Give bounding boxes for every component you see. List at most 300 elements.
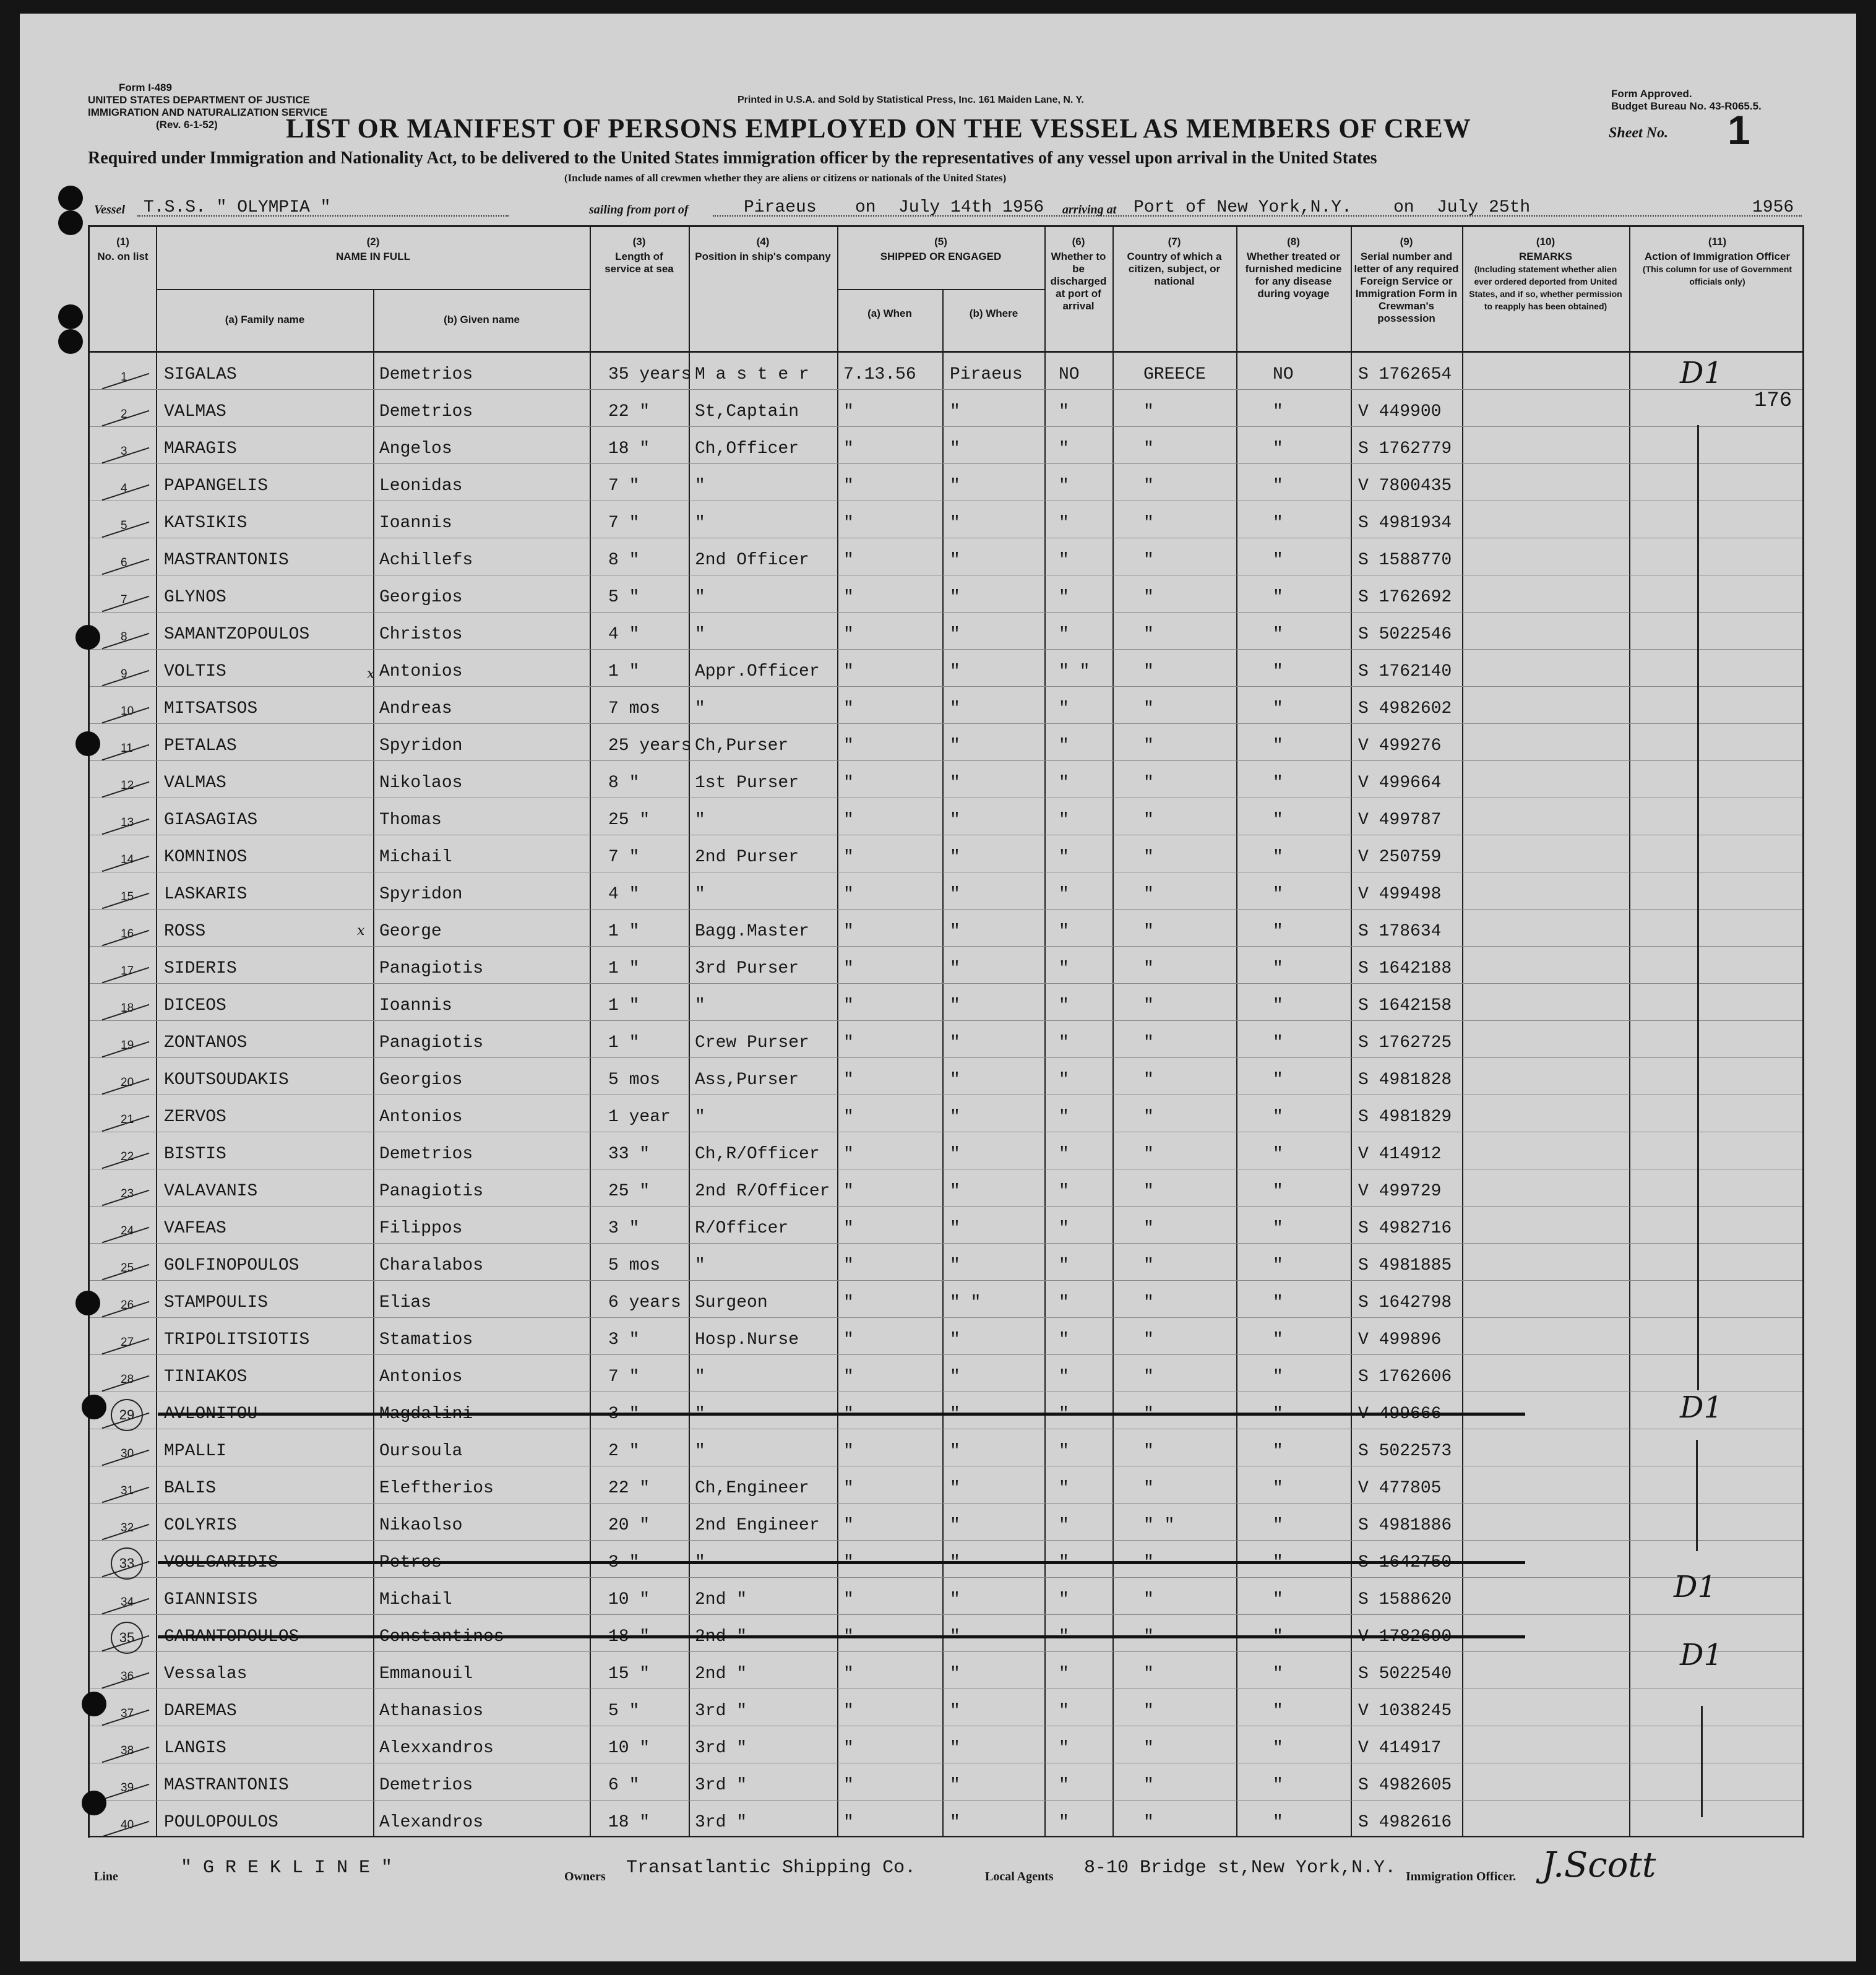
ship-position: 2nd ": [695, 1664, 747, 1684]
given-name: Spyridon: [379, 885, 463, 904]
row-rule: [90, 1577, 1802, 1578]
row-number: 12: [121, 779, 134, 792]
service-length: 7 ": [608, 476, 640, 496]
row-rule: [90, 649, 1802, 650]
row-rule: [90, 1317, 1802, 1318]
given-name: Antonios: [379, 1108, 463, 1127]
country: ": [1143, 1776, 1154, 1795]
ship-position: ": [695, 476, 705, 496]
row-rule: [90, 612, 1802, 613]
punch-hole: [82, 1395, 106, 1419]
shipped-when: ": [843, 1664, 854, 1684]
given-name: Eleftherios: [379, 1479, 494, 1498]
family-name: BISTIS: [164, 1145, 226, 1164]
given-name: Emmanouil: [379, 1664, 473, 1684]
col-divider-10: [1629, 227, 1630, 1836]
family-name: POULOPOULOS: [164, 1813, 278, 1832]
shipped-where: ": [950, 1590, 960, 1609]
row-rule: [90, 1651, 1802, 1652]
treated: ": [1273, 1479, 1283, 1498]
treated: ": [1273, 476, 1283, 496]
sailing-label: sailing from port of: [589, 203, 689, 217]
service-length: 10 ": [608, 1739, 650, 1758]
row-rule: [90, 1354, 1802, 1355]
row-rule: [90, 1243, 1802, 1244]
treated: ": [1273, 811, 1283, 830]
row-rule: [90, 389, 1802, 390]
treated: ": [1273, 1070, 1283, 1090]
serial-number: S 1762725: [1358, 1033, 1452, 1052]
serial-number: S 5022546: [1358, 625, 1452, 644]
serial-number: S 1588620: [1358, 1590, 1452, 1609]
ship-position: 1st Purser: [695, 773, 799, 793]
treated: ": [1273, 1256, 1283, 1275]
ship-position: 3rd ": [695, 1813, 747, 1832]
family-name: LANGIS: [164, 1739, 226, 1758]
owners-name: Transatlantic Shipping Co.: [626, 1857, 916, 1878]
shipped-when: ": [843, 1776, 854, 1795]
discharged: NO: [1059, 365, 1080, 384]
ship-position: ": [695, 1442, 705, 1461]
col-divider-2: [590, 227, 591, 1836]
service-length: 7 ": [608, 1367, 640, 1387]
given-name: Nikolaos: [379, 773, 463, 793]
row-rule: [90, 723, 1802, 724]
treated: ": [1273, 1627, 1283, 1646]
country: ": [1143, 1553, 1154, 1572]
discharged: ": [1059, 1442, 1069, 1461]
annotation-176: 176: [1754, 389, 1792, 413]
discharged: ": [1059, 402, 1069, 421]
serial-number: S 5022540: [1358, 1664, 1452, 1684]
shipped-when: ": [843, 885, 854, 904]
strike-through-line: [158, 1561, 1525, 1564]
family-name: MITSATSOS: [164, 699, 258, 718]
shipped-where: ": [950, 1813, 960, 1832]
line-label: Line: [94, 1870, 118, 1883]
shipped-where: ": [950, 773, 960, 793]
row-number: 14: [121, 853, 134, 866]
given-name: Antonios: [379, 1367, 463, 1387]
agents-label: Local Agents: [985, 1870, 1054, 1883]
discharged: ": [1059, 1367, 1069, 1387]
country: ": [1143, 699, 1154, 718]
given-name: Alexxandros: [379, 1739, 494, 1758]
shipped-when: ": [843, 699, 854, 718]
treated: ": [1273, 922, 1283, 941]
treated: ": [1273, 699, 1283, 718]
shipped-when: ": [843, 1256, 854, 1275]
punch-hole: [58, 304, 83, 329]
shipped-where: ": [950, 1145, 960, 1164]
serial-number: S 4982716: [1358, 1219, 1452, 1238]
shipped-when: ": [843, 1145, 854, 1164]
discharged: ": [1059, 1813, 1069, 1832]
manifest-footer: [94, 1845, 1703, 1895]
shipped-where: ": [950, 1516, 960, 1535]
serial-number: V 499664: [1358, 773, 1442, 793]
row-number: 40: [121, 1818, 134, 1831]
row-number: 20: [121, 1076, 134, 1089]
service-length: 25 ": [608, 1182, 650, 1201]
treated: ": [1273, 773, 1283, 793]
treated: ": [1273, 1813, 1283, 1832]
shipped-where: ": [950, 996, 960, 1015]
crew-table: [88, 225, 1804, 1838]
serial-number: V 1038245: [1358, 1702, 1452, 1721]
given-name: Elias: [379, 1293, 432, 1312]
family-name: MPALLI: [164, 1442, 226, 1461]
treated: ": [1273, 1145, 1283, 1164]
punch-hole: [58, 186, 83, 210]
given-name: Oursoula: [379, 1442, 463, 1461]
family-name: VAFEAS: [164, 1219, 226, 1238]
country: ": [1143, 588, 1154, 607]
treated: ": [1273, 1182, 1283, 1201]
row-number: 23: [121, 1187, 134, 1200]
service-length: 5 ": [608, 588, 640, 607]
shipped-when: ": [843, 1293, 854, 1312]
sheet-label: Sheet No.: [1609, 125, 1668, 141]
discharged: ": [1059, 811, 1069, 830]
shipped-when: ": [843, 551, 854, 570]
serial-number: S 178634: [1358, 922, 1442, 941]
shipped-when: ": [843, 1033, 854, 1052]
row-number: 28: [121, 1373, 134, 1386]
given-name: Stamatios: [379, 1330, 473, 1349]
country: ": [1143, 514, 1154, 533]
col2a-header: (a) Family name: [225, 314, 305, 325]
country: ": [1143, 885, 1154, 904]
serial-number: V 499787: [1358, 811, 1442, 830]
treated: ": [1273, 588, 1283, 607]
ship-position: ": [695, 625, 705, 644]
treated: ": [1273, 1219, 1283, 1238]
ship-position: 2nd Engineer: [695, 1516, 820, 1535]
punch-hole: [75, 1291, 100, 1315]
service-length: 3 ": [608, 1405, 640, 1424]
shipped-when: ": [843, 1590, 854, 1609]
country: ": [1143, 439, 1154, 458]
given-name: Georgios: [379, 1070, 463, 1090]
row-rule: [90, 1540, 1802, 1541]
discharged: ": [1059, 1256, 1069, 1275]
vessel-name: T.S.S. " OLYMPIA ": [144, 198, 331, 217]
shipped-when: ": [843, 439, 854, 458]
ship-position: ": [695, 885, 705, 904]
serial-number: S 4981828: [1358, 1070, 1452, 1090]
given-name: Panagiotis: [379, 959, 484, 978]
ship-position: ": [695, 699, 705, 718]
col2b-header: (b) Given name: [444, 314, 520, 325]
treated: ": [1273, 402, 1283, 421]
shipped-header-rule: [837, 289, 1044, 290]
service-length: 1 ": [608, 996, 640, 1015]
treated: ": [1273, 1442, 1283, 1461]
country: ": [1143, 1367, 1154, 1387]
treated: ": [1273, 736, 1283, 755]
serial-number: S 1762654: [1358, 365, 1452, 384]
col5-header: (5) SHIPPED OR ENGAGED: [880, 236, 1002, 262]
service-length: 4 ": [608, 625, 640, 644]
family-name: ZERVOS: [164, 1108, 226, 1127]
serial-number: S 1642158: [1358, 996, 1452, 1015]
discharged: ": [1059, 1108, 1069, 1127]
shipped-where: ": [950, 1367, 960, 1387]
discharged: ": [1059, 1664, 1069, 1684]
given-name: Spyridon: [379, 736, 463, 755]
agency-line-1: UNITED STATES DEPARTMENT OF JUSTICE: [88, 94, 310, 106]
shipped-where: ": [950, 551, 960, 570]
row-number: 35: [111, 1622, 143, 1654]
arriving-label: arriving at: [1062, 203, 1117, 217]
shipped-when: ": [843, 1702, 854, 1721]
discharged: ": [1059, 699, 1069, 718]
annotation-di-2: D1: [1680, 1390, 1723, 1425]
treated: ": [1273, 848, 1283, 867]
discharged: ": [1059, 1293, 1069, 1312]
shipped-where: ": [950, 1070, 960, 1090]
shipped-where: ": [950, 662, 960, 681]
country: ": [1143, 736, 1154, 755]
country: ": [1143, 1813, 1154, 1832]
row-rule: [90, 1280, 1802, 1281]
treated: ": [1273, 1108, 1283, 1127]
serial-number: S 4982602: [1358, 699, 1452, 718]
row-number: 30: [121, 1447, 134, 1460]
given-name: Achillefs: [379, 551, 473, 570]
row-number: 3: [121, 445, 127, 458]
serial-number: S 5022573: [1358, 1442, 1452, 1461]
shipped-when: ": [843, 588, 854, 607]
shipped-where: ": [950, 1033, 960, 1052]
family-name: DAREMAS: [164, 1702, 237, 1721]
shipped-where: ": [950, 1627, 960, 1646]
ship-position: 3rd ": [695, 1702, 747, 1721]
col-divider-1: [156, 227, 157, 1836]
row-number: 36: [121, 1670, 134, 1683]
shipped-when: ": [843, 1367, 854, 1387]
col-divider-4: [837, 227, 838, 1836]
shipped-where: ": [950, 1739, 960, 1758]
shipped-subdivider: [942, 289, 944, 1836]
shipped-when: ": [843, 1330, 854, 1349]
shipped-where: ": [950, 811, 960, 830]
family-name: GARANTOPOULOS: [164, 1627, 299, 1646]
ship-position: ": [695, 514, 705, 533]
given-name: Charalabos: [379, 1256, 484, 1275]
shipped-when: ": [843, 736, 854, 755]
shipped-when: ": [843, 1739, 854, 1758]
row-number: 7: [121, 593, 127, 606]
row-number: 8: [121, 630, 127, 643]
family-name: MASTRANTONIS: [164, 551, 289, 570]
service-length: 18 ": [608, 1627, 650, 1646]
row-rule: [90, 1800, 1802, 1801]
ship-position: 2nd ": [695, 1627, 747, 1646]
treated: ": [1273, 959, 1283, 978]
discharged: ": [1059, 1776, 1069, 1795]
treated: ": [1273, 1516, 1283, 1535]
row-rule: [90, 1614, 1802, 1615]
discharged: " ": [1059, 662, 1090, 681]
shipped-when: ": [843, 959, 854, 978]
family-name: KOUTSOUDAKIS: [164, 1070, 289, 1090]
country: ": [1143, 1590, 1154, 1609]
col-divider-6: [1112, 227, 1114, 1836]
row-rule: [90, 760, 1802, 761]
punch-hole: [82, 1692, 106, 1716]
family-name: GOLFINOPOULOS: [164, 1256, 299, 1275]
ship-position: Ch,Officer: [695, 439, 799, 458]
shipped-when: 7.13.56: [843, 365, 916, 384]
sailing-port: Piraeus: [744, 198, 817, 217]
country: ": [1143, 1108, 1154, 1127]
family-name: AVLONITOU: [164, 1405, 258, 1424]
arrival-year: 1956: [1752, 198, 1794, 217]
given-name: George: [379, 922, 442, 941]
sailing-date: July 14th 1956: [898, 198, 1044, 217]
given-name: Leonidas: [379, 476, 463, 496]
row-rule: [90, 463, 1802, 464]
shipped-when: ": [843, 1813, 854, 1832]
row-number: 4: [121, 482, 127, 495]
service-length: 7 ": [608, 848, 640, 867]
row-number: 32: [121, 1521, 134, 1534]
given-name: Petros: [379, 1553, 442, 1572]
punch-hole: [75, 625, 100, 650]
service-length: 6 years: [608, 1293, 681, 1312]
discharged: ": [1059, 1182, 1069, 1201]
row-number: 1: [121, 371, 127, 384]
col5a-header: (a) When: [867, 308, 912, 319]
service-length: 5 mos: [608, 1070, 661, 1090]
discharged: ": [1059, 476, 1069, 496]
given-name: Nikaolso: [379, 1516, 463, 1535]
family-name: VOULGARIDIS: [164, 1553, 278, 1572]
given-name: Andreas: [379, 699, 452, 718]
x-mark-11: x: [357, 923, 365, 939]
col4-header: (4) Position in ship's company: [695, 236, 831, 262]
ship-position: Ch,Purser: [695, 736, 789, 755]
punch-hole: [82, 1791, 106, 1815]
country: ": [1143, 996, 1154, 1015]
discharged: ": [1059, 588, 1069, 607]
strike-through-line: [158, 1635, 1525, 1638]
row-number: 33: [111, 1547, 143, 1580]
family-name: VALMAS: [164, 402, 226, 421]
country: ": [1143, 1145, 1154, 1164]
row-rule: [90, 909, 1802, 910]
row-number: 38: [121, 1744, 134, 1757]
service-length: 1 year: [608, 1108, 671, 1127]
shipped-where: ": [950, 1256, 960, 1275]
approval-line-2: Budget Bureau No. 43-R065.5.: [1611, 100, 1762, 112]
serial-number: S 1762779: [1358, 439, 1452, 458]
discharged: ": [1059, 1219, 1069, 1238]
given-name: Panagiotis: [379, 1182, 484, 1201]
family-name: MARAGIS: [164, 439, 237, 458]
serial-number: V 7800435: [1358, 476, 1452, 496]
discharged: ": [1059, 959, 1069, 978]
shipped-when: ": [843, 1479, 854, 1498]
given-name: Demetrios: [379, 365, 473, 384]
ship-position: ": [695, 1367, 705, 1387]
serial-number: V 499666: [1358, 1405, 1442, 1424]
ship-position: ": [695, 1108, 705, 1127]
discharged: ": [1059, 1033, 1069, 1052]
service-length: 5 mos: [608, 1256, 661, 1275]
shipped-where: ": [950, 699, 960, 718]
given-name: Constantinos: [379, 1627, 504, 1646]
col8-header: (8) Whether treated or furnished medicine for any disease during voyage: [1245, 236, 1342, 299]
ship-position: 3rd Purser: [695, 959, 799, 978]
shipped-when: ": [843, 1516, 854, 1535]
serial-number: V 449900: [1358, 402, 1442, 421]
family-name: TINIAKOS: [164, 1367, 247, 1387]
service-length: 15 ": [608, 1664, 650, 1684]
family-name: DICEOS: [164, 996, 226, 1015]
country: ": [1143, 1627, 1154, 1646]
row-number: 27: [121, 1336, 134, 1349]
agents-address: 8-10 Bridge st,New York,N.Y.: [1084, 1857, 1396, 1878]
row-number: 18: [121, 1002, 134, 1015]
service-length: 6 ": [608, 1776, 640, 1795]
treated: ": [1273, 1367, 1283, 1387]
discharged: ": [1059, 1405, 1069, 1424]
annotation-di-4: D1: [1680, 1638, 1723, 1672]
treated: ": [1273, 551, 1283, 570]
service-length: 4 ": [608, 885, 640, 904]
punch-hole: [58, 329, 83, 354]
discharged: ": [1059, 1590, 1069, 1609]
row-rule: [90, 426, 1802, 427]
serial-number: V 477805: [1358, 1479, 1442, 1498]
ship-position: 2nd R/Officer: [695, 1182, 830, 1201]
col-divider-7: [1236, 227, 1237, 1836]
family-name: KOMNINOS: [164, 848, 247, 867]
name-header-rule: [156, 289, 590, 290]
service-length: 5 ": [608, 1702, 640, 1721]
annotation-bracket-3: [1701, 1706, 1703, 1817]
ship-position: St,Captain: [695, 402, 799, 421]
discharged: ": [1059, 1145, 1069, 1164]
serial-number: S 1762692: [1358, 588, 1452, 607]
family-name: GLYNOS: [164, 588, 226, 607]
discharged: ": [1059, 1702, 1069, 1721]
serial-number: S 4981934: [1358, 514, 1452, 533]
officer-signature: J.Scott: [1542, 1845, 1656, 1885]
given-name: Michail: [379, 848, 452, 867]
row-number: 9: [121, 668, 127, 681]
family-name: KATSIKIS: [164, 514, 247, 533]
row-number: 29: [111, 1399, 143, 1431]
treated: ": [1273, 1664, 1283, 1684]
country: ": [1143, 625, 1154, 644]
family-name: LASKARIS: [164, 885, 247, 904]
treated: ": [1273, 885, 1283, 904]
row-rule: [90, 946, 1802, 947]
ship-position: ": [695, 996, 705, 1015]
annotation-bracket-2: [1696, 1440, 1698, 1551]
row-rule: [90, 1206, 1802, 1207]
sheet-number: 1: [1728, 107, 1750, 153]
service-length: 22 ": [608, 1479, 650, 1498]
ship-position: Bagg.Master: [695, 922, 809, 941]
ship-position: 3rd ": [695, 1739, 747, 1758]
given-name: Athanasios: [379, 1702, 484, 1721]
service-length: 25 years: [608, 736, 692, 755]
